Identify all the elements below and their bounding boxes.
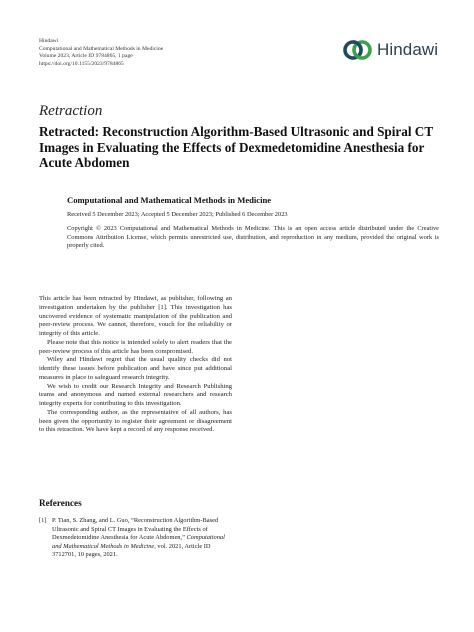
article-type: Retraction — [39, 103, 103, 119]
copyright-notice: Copyright © 2023 Computational and Mathematical Methods in Medicine. This is an open access article distributed under the Creative Commons Attribution License, which permits unrestricted use, distribution, and reproduction in any medium, provided the original work is properly cited. — [67, 225, 439, 250]
reference-number: [1] — [39, 517, 47, 524]
reference-text — [52, 517, 232, 560]
article-metadata — [39, 38, 163, 68]
references-heading: References — [39, 498, 82, 508]
body-paragraph: We wish to credit our Research Integrity and Research Publishing teams and anonymous and named external researchers and research integrity experts for contributing to this investigation. — [39, 382, 232, 407]
reference-journal: Computational and Mathematical Methods in Medicine — [52, 534, 225, 550]
hindawi-logo-icon — [343, 38, 373, 62]
hindawi-logo[interactable] — [343, 38, 438, 62]
body-text — [39, 295, 232, 435]
body-paragraph: The corresponding author, as the representative of all authors, has been given the opportunity to register their agreement or disagreement to this retraction. We have kept a record of any response received. — [39, 408, 232, 434]
publisher-name: Hindawi — [39, 38, 59, 44]
journal-heading: Computational and Mathematical Methods in Medicine — [67, 195, 272, 205]
reference-details: , vol. 2021, Article ID 3712701, 10 pages, 2021. — [52, 542, 211, 558]
body-paragraph: This article has been retracted by Hindawi, as publisher, following an investigation undertaken by the publisher [1]. This investigation has uncovered evidence of systematic manipulation of the publication and peer-review process. We cannot, therefore, vouch for the reliability or integrity of this article. — [39, 295, 232, 337]
body-paragraph: Wiley and Hindawi regret that the usual quality checks did not identify these issues before publication and have since put additional measures in place to safeguard research integrity. — [39, 356, 232, 381]
article-title: Retracted: Reconstruction Algorithm-Based Ultrasonic and Spiral CT Images in Evaluating the Effects of Dexmedetomidine Anesthesia for Acute Abdomen — [39, 124, 433, 171]
reference-authors-title: P. Tian, S. Zhang, and L. Guo, “Reconstruction Algorithm-Based Ultrasonic and Spiral CT Images in Evaluating the Effects of Dexmedetomidine Anesthesia for Acute Abdomen,” — [52, 517, 219, 541]
doi-link[interactable]: https://doi.org/10.1155/2023/9784865 — [39, 60, 124, 67]
publication-dates: Received 5 December 2023; Accepted 5 December 2023; Published 6 December 2023 — [67, 211, 288, 218]
body-paragraph: Please note that this notice is intended solely to alert readers that the peer-review process of this article has been compromised. — [39, 338, 232, 355]
journal-name: Computational and Mathematical Methods in Medicine — [39, 45, 164, 52]
reference-item — [39, 517, 232, 560]
logo-wordmark: Hindawi — [377, 40, 439, 59]
volume-info: Volume 2023, Article ID 9784865, 1 page — [39, 53, 133, 60]
